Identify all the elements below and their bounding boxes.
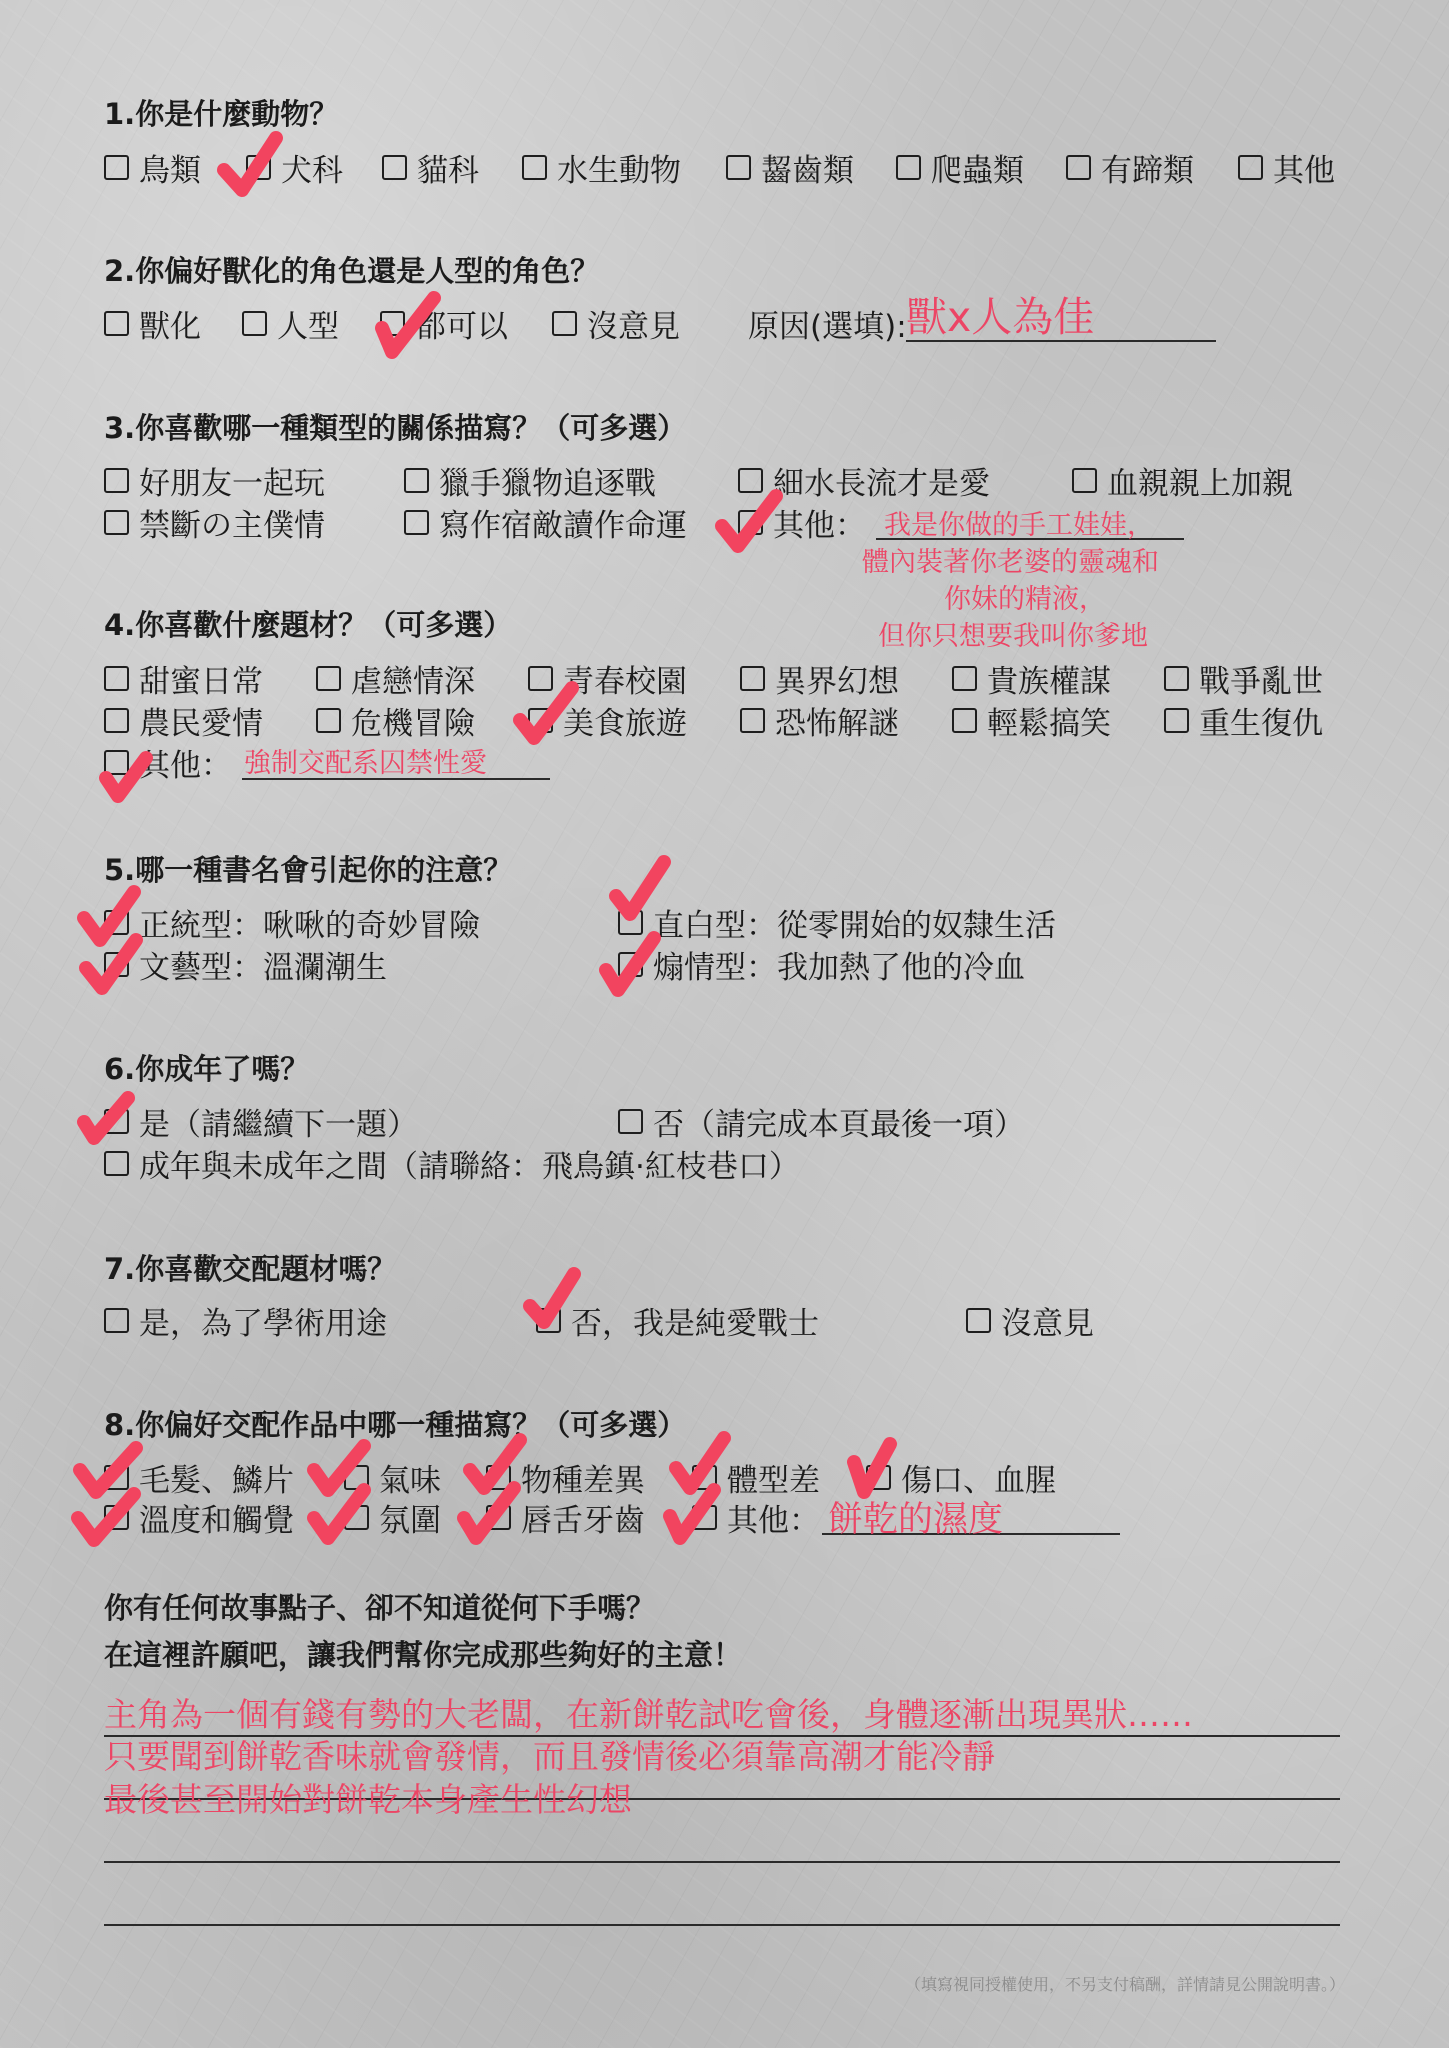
checkbox[interactable] xyxy=(740,666,765,691)
q8-option-species-difference[interactable]: 物種差異 xyxy=(486,1457,645,1497)
checkbox[interactable] xyxy=(896,155,921,180)
wish-prompt-line-1: 你有任何故事點子、卻不知道從何下手嗎？ xyxy=(104,1591,656,1625)
q4-other-answer: 強制交配系囚禁性愛 xyxy=(244,748,487,779)
checkbox[interactable] xyxy=(552,311,577,336)
checkmark-icon xyxy=(716,486,788,558)
question-2-title: 2.你偏好獸化的角色還是人型的角色？ xyxy=(104,254,600,288)
checkbox[interactable] xyxy=(966,1308,991,1333)
question-5-title: 5.哪一種書名會引起你的注意？ xyxy=(104,853,513,887)
q8-option-fur-scales[interactable]: 毛髮、鱗片 xyxy=(104,1457,294,1497)
q3-option-hunter-prey[interactable]: 獵手獵物追逐戰 xyxy=(404,460,656,500)
q4-option-angst[interactable]: 虐戀情深 xyxy=(316,658,475,698)
checkbox[interactable] xyxy=(382,155,407,180)
q8-other-answer: 餅乾的濕度 xyxy=(828,1500,1004,1540)
q3-other-answer-line-3: 你妹的精液， xyxy=(944,584,1106,615)
q8-option-size-difference[interactable]: 體型差 xyxy=(692,1457,820,1497)
checkmark-icon xyxy=(514,678,586,750)
checkbox[interactable] xyxy=(104,708,129,733)
q5-option-classic[interactable]: 正統型：啾啾的奇妙冒險 xyxy=(104,902,480,942)
q2-option-no-opinion[interactable]: 沒意見 xyxy=(552,303,680,343)
checkmark-icon xyxy=(218,128,290,200)
q7-option-no-opinion[interactable]: 沒意見 xyxy=(966,1300,1094,1340)
checkbox[interactable] xyxy=(740,708,765,733)
q4-option-adventure[interactable]: 危機冒險 xyxy=(316,700,475,740)
wish-answer-line-3: 最後甚至開始對餅乾本身產生性幻想 xyxy=(104,1780,632,1819)
q3-option-other[interactable]: 其他： xyxy=(738,502,866,542)
checkmark-icon xyxy=(72,1478,144,1550)
q3-other-answer-line-2: 體內裝著你老婆的靈魂和 xyxy=(862,547,1159,578)
checkmark-icon xyxy=(606,856,678,928)
checkmark-icon xyxy=(522,1266,594,1338)
q1-option-ungulate[interactable]: 有蹄類 xyxy=(1066,147,1194,187)
wish-line-4[interactable] xyxy=(104,1924,1340,1926)
q1-option-aquatic[interactable]: 水生動物 xyxy=(522,147,681,187)
q6-option-in-between[interactable]: 成年與未成年之間（請聯絡：飛鳥鎮·紅枝巷口） xyxy=(104,1143,800,1183)
q4-option-nobility[interactable]: 貴族權謀 xyxy=(952,658,1111,698)
checkbox[interactable] xyxy=(316,666,341,691)
q8-option-wounds-gore[interactable]: 傷口、血腥 xyxy=(866,1457,1056,1497)
checkbox[interactable] xyxy=(104,1151,129,1176)
checkmark-icon xyxy=(80,928,152,1000)
q4-option-sweet-daily[interactable]: 甜蜜日常 xyxy=(104,658,263,698)
question-8-title: 8.你偏好交配作品中哪一種描寫？（可多選） xyxy=(104,1408,687,1442)
q3-option-blood-relatives[interactable]: 血親親上加親 xyxy=(1072,460,1293,500)
q4-option-farmer-love[interactable]: 農民愛情 xyxy=(104,700,263,740)
checkbox[interactable] xyxy=(1164,708,1189,733)
q4-option-school[interactable]: 青春校園 xyxy=(528,658,687,698)
wish-prompt-line-2: 在這裡許願吧，讓我們幫你完成那些夠好的主意！ xyxy=(104,1638,743,1672)
q3-option-slow-love[interactable]: 細水長流才是愛 xyxy=(738,460,990,500)
checkmark-icon xyxy=(78,1082,150,1154)
checkbox[interactable] xyxy=(104,666,129,691)
question-1-title: 1.你是什麼動物？ xyxy=(104,97,339,131)
q1-option-canine[interactable]: 犬科 xyxy=(246,147,343,187)
checkbox[interactable] xyxy=(104,155,129,180)
footer-note: （填寫視同授權使用，不另支付稿酬，詳情請見公開說明書。） xyxy=(904,1975,1345,1994)
question-4-title: 4.你喜歡什麼題材？（可多選） xyxy=(104,608,513,642)
q4-option-horror[interactable]: 恐怖解謎 xyxy=(740,700,899,740)
checkbox[interactable] xyxy=(618,1109,643,1134)
wish-answer-line-1: 主角為一個有錢有勢的大老闆，在新餅乾試吃會後，身體逐漸出現異狀…… xyxy=(104,1695,1193,1734)
checkmark-icon xyxy=(840,1436,912,1508)
q5-option-literary[interactable]: 文藝型：溫瀾潮生 xyxy=(104,944,387,984)
checkmark-icon xyxy=(660,1478,732,1550)
wish-answer-line-2: 只要聞到餅乾香味就會發情，而且發情後必須靠高潮才能冷靜 xyxy=(104,1737,995,1776)
checkbox[interactable] xyxy=(1238,155,1263,180)
checkbox[interactable] xyxy=(316,708,341,733)
q5-option-direct[interactable]: 直白型：從零開始的奴隸生活 xyxy=(618,902,1056,942)
q6-option-yes[interactable]: 是（請繼續下一題） xyxy=(104,1101,418,1141)
q6-option-no[interactable]: 否（請完成本頁最後一項） xyxy=(618,1101,1025,1141)
checkbox[interactable] xyxy=(242,311,267,336)
checkbox[interactable] xyxy=(726,155,751,180)
q1-option-reptile[interactable]: 爬蟲類 xyxy=(896,147,1024,187)
q5-option-provocative[interactable]: 煽情型：我加熱了他的冷血 xyxy=(618,944,1025,984)
question-3-title: 3.你喜歡哪一種類型的關係描寫？（可多選） xyxy=(104,411,687,445)
q7-option-no[interactable]: 否，我是純愛戰士 xyxy=(536,1300,819,1340)
checkmark-icon xyxy=(100,742,172,814)
checkbox[interactable] xyxy=(104,311,129,336)
q1-option-feline[interactable]: 貓科 xyxy=(382,147,479,187)
q3-option-rival-fate[interactable]: 寫作宿敵讀作命運 xyxy=(404,502,687,542)
checkbox[interactable] xyxy=(404,510,429,535)
q1-option-rodent[interactable]: 齧齒類 xyxy=(726,147,854,187)
question-6-title: 6.你成年了嗎？ xyxy=(104,1052,310,1086)
q4-option-other[interactable]: 其他： xyxy=(104,742,232,782)
checkbox[interactable] xyxy=(104,510,129,535)
checkbox[interactable] xyxy=(1072,468,1097,493)
checkbox[interactable] xyxy=(952,666,977,691)
wish-line-3[interactable] xyxy=(104,1861,1340,1863)
checkbox[interactable] xyxy=(404,468,429,493)
q8-option-lips-tongue-teeth[interactable]: 唇舌牙齒 xyxy=(486,1497,645,1537)
q3-other-answer-line-1: 我是你做的手工娃娃， xyxy=(884,510,1154,541)
q4-option-food-travel[interactable]: 美食旅遊 xyxy=(528,700,687,740)
checkmark-icon xyxy=(376,290,448,362)
checkbox[interactable] xyxy=(104,468,129,493)
q4-option-war[interactable]: 戰爭亂世 xyxy=(1164,658,1323,698)
q8-option-temperature-touch[interactable]: 溫度和觸覺 xyxy=(104,1497,294,1537)
q4-option-comedy[interactable]: 輕鬆搞笑 xyxy=(952,700,1111,740)
q4-option-isekai[interactable]: 異界幻想 xyxy=(740,658,899,698)
q2-option-either[interactable]: 都可以 xyxy=(380,303,508,343)
q8-option-atmosphere[interactable]: 氛圍 xyxy=(344,1497,441,1537)
q7-option-yes[interactable]: 是，為了學術用途 xyxy=(104,1300,387,1340)
q8-option-scent[interactable]: 氣味 xyxy=(344,1457,441,1497)
checkbox[interactable] xyxy=(952,708,977,733)
q3-option-master-servant[interactable]: 禁斷の主僕情 xyxy=(104,502,325,542)
checkbox[interactable] xyxy=(522,155,547,180)
q2-reason-label: 原因(選填): xyxy=(748,308,907,345)
question-7-title: 7.你喜歡交配題材嗎？ xyxy=(104,1252,397,1286)
q4-option-revenge[interactable]: 重生復仇 xyxy=(1164,700,1323,740)
checkmark-icon xyxy=(306,1478,378,1550)
q1-option-other[interactable]: 其他 xyxy=(1238,147,1335,187)
checkbox[interactable] xyxy=(1164,666,1189,691)
q1-option-bird[interactable]: 鳥類 xyxy=(104,147,201,187)
checkbox[interactable] xyxy=(104,1308,129,1333)
checkmark-icon xyxy=(456,1476,528,1548)
q2-reason-answer: 獸x人為佳 xyxy=(906,293,1095,341)
q3-other-answer-line-4: 但你只想要我叫你爹地 xyxy=(878,621,1148,652)
checkmark-icon xyxy=(598,930,670,1002)
q8-option-other[interactable]: 其他： xyxy=(692,1497,820,1537)
q2-option-beast[interactable]: 獸化 xyxy=(104,303,201,343)
q3-option-friends[interactable]: 好朋友一起玩 xyxy=(104,460,325,500)
q2-option-human[interactable]: 人型 xyxy=(242,303,339,343)
checkbox[interactable] xyxy=(1066,155,1091,180)
